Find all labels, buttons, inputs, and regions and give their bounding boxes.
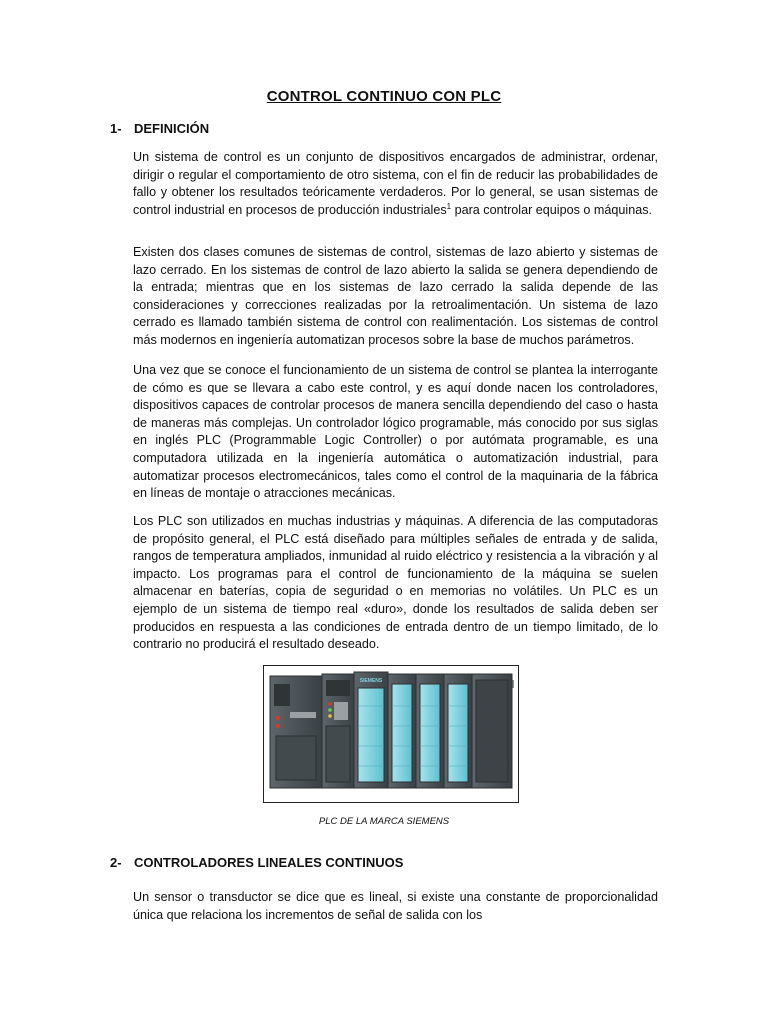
plc-illustration <box>264 666 518 802</box>
paragraph-1 <box>133 149 658 219</box>
siemens-logo: SIEMENS <box>359 678 383 684</box>
paragraph-text: Un sistema de control es un conjunto de dispositivos encargados de administrar, ordenar, dirigir o regular el comportamiento de otro sistema, con el fin de reducir las probabilidades de fallo y obtener los resultados teóricamente verdaderos. Por lo general, se usan sistemas de control industrial en procesos de producción industriales <box>133 150 658 217</box>
paragraph-4: Los PLC son utilizados en muchas industrias y máquinas. A diferencia de las computadoras de propósito general, el PLC está diseñado para múltiples señales de entrada y de salida, rangos de temperatura ampliados, inmunidad al ruido eléctrico y resistencia a la vibración y al impacto. Los programas para el control de funcionamiento de la máquina se suelen almacenar en baterías, copia de seguridad o en memorias no volátiles. Un PLC es un ejemplo de un sistema de tiempo real «duro», donde los resultados de salida deben ser producidos en respuesta a las condiciones de entrada dentro de un tiempo limitado, de lo contrario no producirá el resultado deseado. <box>133 514 658 652</box>
footnote-ref[interactable]: 1 <box>446 201 452 211</box>
paragraph-3: Una vez que se conoce el funcionamiento de un sistema de control se plantea la interrogante de cómo es que se llevara a cabo este control, y es aquí donde nacen los controladores, dispositivos capaces de controlar procesos de manera sencilla dependiendo del caso o hasta de maneras más complejas. Un controlador lógico programable, más conocido por sus siglas en inglés PLC (Programmable Logic Controller) o por autómata programable, es una computadora utilizada en la ingeniería automática o automatización industrial, para automatizar procesos electromecánicos, tales como el control de la maquinaria de la fábrica en líneas de montaje o atracciones mecánicas. <box>133 363 658 501</box>
section-heading-2 <box>110 855 403 870</box>
plc-figure <box>263 665 519 803</box>
document-title: CONTROL CONTINUO CON PLC <box>266 88 502 105</box>
cpu-module <box>322 674 354 788</box>
section-title: DEFINICIÓN <box>134 121 210 136</box>
paragraph-5: Un sensor o transductor se dice que es lineal, si existe una constante de proporcionalidad única que relaciona los incrementos de señal de salida con los <box>133 890 658 922</box>
section-number: 1- <box>110 121 122 136</box>
paragraph-text: para controlar equipos o máquinas. <box>451 202 653 217</box>
section-heading-1 <box>110 121 209 136</box>
section-title: CONTROLADORES LINEALES CONTINUOS <box>134 855 404 870</box>
power-supply-module <box>270 676 322 788</box>
communication-module <box>354 672 388 788</box>
io-modules <box>388 674 512 788</box>
paragraph-2: Existen dos clases comunes de sistemas de control, sistemas de lazo abierto y sistemas de lazo cerrado. En los sistemas de control de lazo abierto la salida se genera dependiendo de la entrada; mientras que en los sistemas de lazo cerrado la salida depende de las consideraciones y correcciones realizadas por la retroalimentación. Un sistema de lazo cerrado es llamado también sistema de control con realimentación. Los sistemas de control más modernos en ingeniería automatizan procesos sobre la base de muchos parámetros. <box>133 245 658 347</box>
figure-caption: PLC DE LA MARCA SIEMENS <box>318 816 450 827</box>
section-number: 2- <box>110 855 122 870</box>
